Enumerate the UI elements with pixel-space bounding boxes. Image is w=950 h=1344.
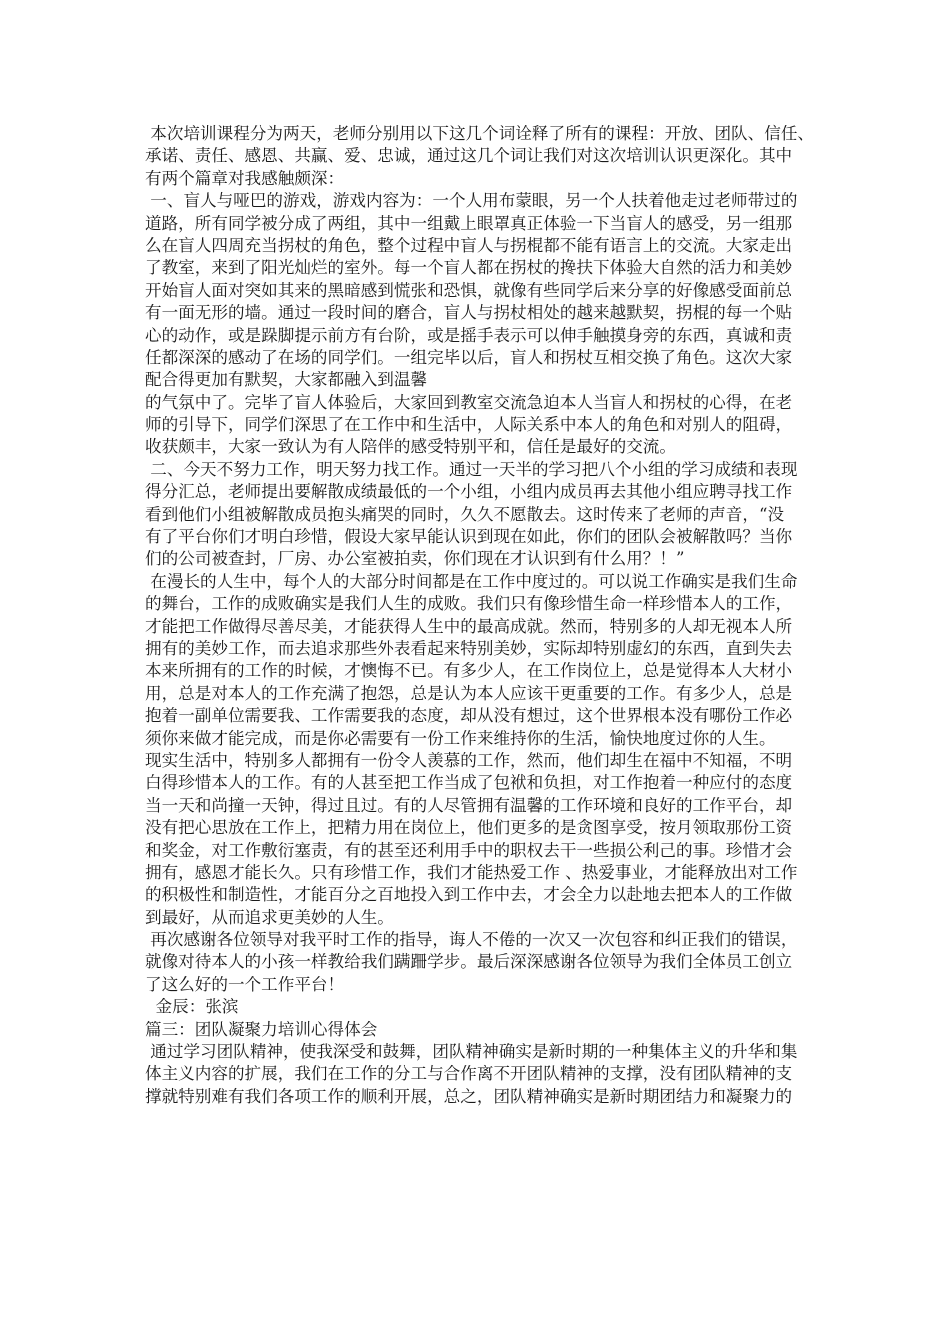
text-line: 撑就特别难有我们各项工作的顺利开展，总之，团队精神确实是新时期团结力和凝聚力的 [145,1086,793,1106]
text-line: 到最好，从而追求更美妙的人生。 [145,907,394,927]
text-line: 了教室，来到了阳光灿烂的室外。每一个盲人都在拐杖的搀扶下体验大自然的活力和美妙 [145,258,793,278]
text-line: 本次培训课程分为两天，老师分别用以下这几个词诠释了所有的课程：开放、团队、信任、 [145,124,815,143]
text-line: 抱着一副单位需要我、工作需要我的态度，却从没有想过，这个世界根本没有哪份工作必 [145,706,793,726]
text-line: 体主义内容的扩展，我们在工作的分工与合作离不开团队精神的支撑，没有团队精神的支 [145,1064,793,1084]
text-line: 了这么好的一个工作平台！ [145,974,345,994]
text-line: 现实生活中，特别多人都拥有一份令人羡慕的工作，然而，他们却生在福中不知福，不明 [145,750,793,770]
text-line: 在漫长的人生中，每个人的大部分时间都是在工作中度过的。可以说工作确实是我们生命 [145,571,798,591]
text-line: 就像对待本人的小孩一样教给我们蹒跚学步。最后深深感谢各位领导为我们全体员工创立 [145,952,793,972]
text-line: 本来所拥有的工作的时候，才懊悔不已。有多少人，在工作岗位上，总是觉得本人大材小 [145,661,793,681]
text-line: 得分汇总，老师提出要解散成绩最低的一个小组，小组内成员再去其他小组应聘寻找工作 [145,482,793,502]
text-line: 拥有，感恩才能长久。只有珍惜工作，我们才能热爱工作 、热爱事业，才能释放出对工作 [145,862,798,882]
text-line: 再次感谢各位领导对我平时工作的指导，诲人不倦的一次又一次包容和纠正我们的错误， [145,930,798,950]
text-line: 任都深深的感动了在场的同学们。一组完毕以后，盲人和拐杖互相交换了角色。这次大家 [145,347,793,367]
text-line: 用，总是对本人的工作充满了抱怨，总是认为本人应该干更重要的工作。有多少人，总是 [145,683,793,703]
text-line: 开始盲人面对突如其来的黑暗感到慌张和恐惧，就像有些同学后来分享的好像感受面前总 [145,280,793,300]
section-heading: 篇三：团队凝聚力培训心得体会 [145,1019,378,1039]
text-line: 道路，所有同学被分成了两组，其中一组戴上眼罩真正体验一下当盲人的感受，另一组那 [145,213,793,233]
text-line: 的积极性和制造性，才能百分之百地投入到工作中去，才会全力以赴地去把本人的工作做 [145,885,793,905]
text-line: 有了平台你们才明白珍惜，假设大家早能认识到现在如此，你们的团队会被解散吗？当你 [145,527,793,547]
text-line: 白得珍惜本人的工作。有的人甚至把工作当成了包袱和负担，对工作抱着一种应付的态度 [145,773,793,793]
text-line: 的舞台，工作的成败确实是我们人生的成败。我们只有像珍惜生命一样珍惜本人的工作， [145,594,793,614]
text-line: 承诺、责任、感恩、共赢、爱、忠诚，通过这几个词让我们对这次培训认识更深化。其中 [145,146,793,166]
text-line: 配合得更加有默契，大家都融入到温馨 [145,370,428,390]
text-line: 看到他们小组被解散成员抱头痛哭的同时，久久不愿散去。这时传来了老师的声音，“没 [145,504,785,524]
text-line: 拥有的美妙工作，而去追求那些外表看起来特别美妙，实际却特别虚幻的东西，直到失去 [145,638,793,658]
text-line: 收获颇丰，大家一致认为有人陪伴的感受特别平和，信任是最好的交流。 [145,437,676,457]
text-line: 和奖金，对工作敷衍塞责，有的甚至还利用手中的职权去干一些损公利己的事。珍惜才会 [145,840,793,860]
text-line: 么在盲人四周充当拐杖的角色，整个过程中盲人与拐棍都不能有语言上的交流。大家走出 [145,235,793,255]
text-line: 心的动作，或是跺脚提示前方有台阶，或是摇手表示可以伸手触摸身旁的东西，真诚和责 [145,325,793,345]
text-line: 二、今天不努力工作，明天努力找工作。通过一天半的学习把八个小组的学习成绩和表现 [145,459,798,479]
text-line: 有两个篇章对我感触颇深： [145,168,345,188]
text-line: 一、盲人与哑巴的游戏，游戏内容为：一个人用布蒙眼，另一个人扶着他走过老师带过的 [145,191,798,211]
text-line: 师的引导下，同学们深思了在工作中和生活中，人际关系中本人的角色和对别人的阻碍， [145,415,793,435]
document-body [145,123,815,1108]
text-line: 才能把工作做得尽善尽美，才能获得人生中的最高成就。然而，特别多的人却无视本人所 [145,616,793,636]
text-line: 没有把心思放在工作上，把精力用在岗位上，他们更多的是贪图享受，按月领取那份工资 [145,818,793,838]
text-line: 须你来做才能完成，而是你必需要有一份工作来维持你的生活，愉快地度过你的人生。 [145,728,776,748]
text-line: 们的公司被查封，厂房、办公室被拍卖，你们现在才认识到有什么用？！” [145,549,685,569]
text-line: 有一面无形的墙。通过一段时间的磨合，盲人与拐杖相处的越来越默契，拐棍的每一个贴 [145,303,793,323]
text-line: 当一天和尚撞一天钟，得过且过。有的人尽管拥有温馨的工作环境和良好的工作平台，却 [145,795,793,815]
text-line: 通过学习团队精神，使我深受和鼓舞，团队精神确实是新时期的一种集体主义的升华和集 [145,1042,798,1062]
text-line: 的气氛中了。完毕了盲人体验后，大家回到教室交流急迫本人当盲人和拐杖的心得，在老 [145,392,793,412]
author-signature: 金辰：张滨 [145,997,239,1017]
